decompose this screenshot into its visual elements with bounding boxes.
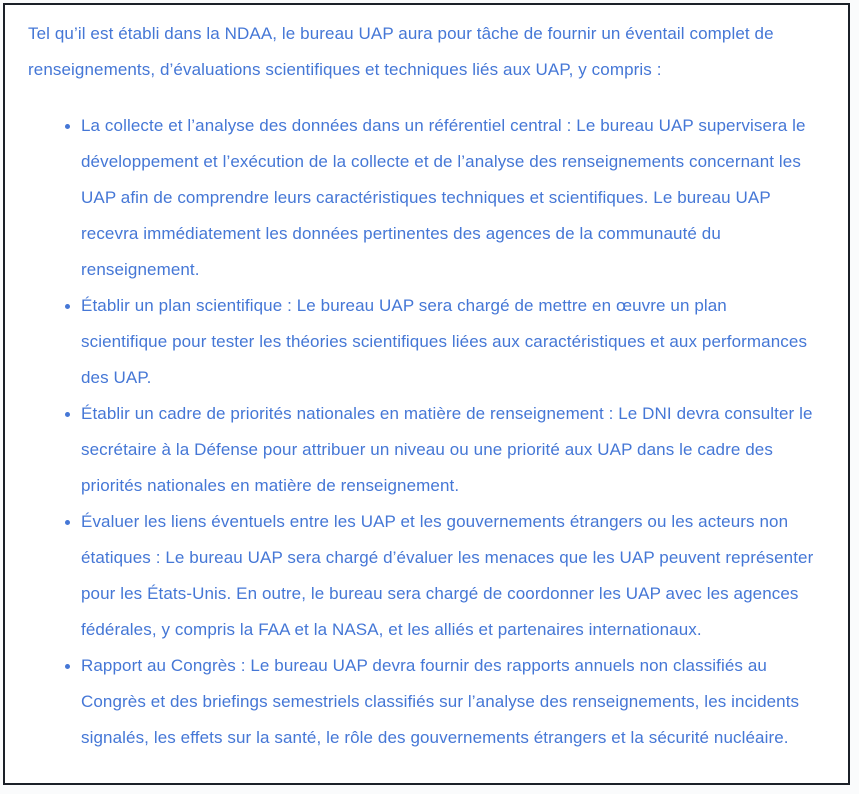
- bullet-text: Rapport au Congrès : Le bureau UAP devra fournir des rapports annuels non classifiés au Congrès et des briefings semestriels classifiés sur l’analyse des renseignements, les incidents signalés, les effets sur la santé, le rôle des gouvernements étrangers et la sécurité nucléaire.: [81, 656, 800, 747]
- bullet-dot-icon: [65, 412, 70, 417]
- bullet-item-national-priorities: [81, 396, 814, 504]
- bullet-dot-icon: [65, 664, 70, 669]
- bullet-item-foreign-links: [81, 504, 814, 648]
- bullet-dot-icon: [65, 304, 70, 309]
- bullet-item-data-collection: [81, 108, 814, 288]
- intro-paragraph: Tel qu’il est établi dans la NDAA, le bureau UAP aura pour tâche de fournir un éventail complet de renseignements, d’évaluations scientifiques et techniques liés aux UAP, y compris :: [28, 24, 774, 79]
- bullet-text: La collecte et l’analyse des données dans un référentiel central : Le bureau UAP supervisera le développement et l’exécution de la collecte et de l’analyse des renseignements concernant les UAP afin de comprendre leurs caractéristiques techniques et scientifiques. Le bureau UAP recevra immédiatement les données pertinentes des agences de la communauté du renseignement.: [81, 116, 806, 279]
- uap-ndaa-text-panel: [3, 3, 850, 785]
- bullet-item-scientific-plan: [81, 288, 814, 396]
- bullet-dot-icon: [65, 520, 70, 525]
- bullet-text: Évaluer les liens éventuels entre les UAP et les gouvernements étrangers ou les acteurs non étatiques : Le bureau UAP sera chargé d’évaluer les menaces que les UAP peuvent représenter pour les États-Unis. En outre, le bureau sera chargé de coordonner les UAP avec les agences fédérales, y compris la FAA et la NASA, et les alliés et partenaires internationaux.: [81, 512, 814, 639]
- bullet-text: Établir un plan scientifique : Le bureau UAP sera chargé de mettre en œuvre un plan scientifique pour tester les théories scientifiques liées aux caractéristiques et aux performances des UAP.: [81, 296, 808, 387]
- bullet-text: Établir un cadre de priorités nationales en matière de renseignement : Le DNI devra consulter le secrétaire à la Défense pour attribuer un niveau ou une priorité aux UAP dans le cadre des priorités nationales en matière de renseignement.: [81, 404, 813, 495]
- bullet-dot-icon: [65, 124, 70, 129]
- bullet-list: [28, 108, 814, 756]
- bullet-item-congress-report: [81, 648, 814, 756]
